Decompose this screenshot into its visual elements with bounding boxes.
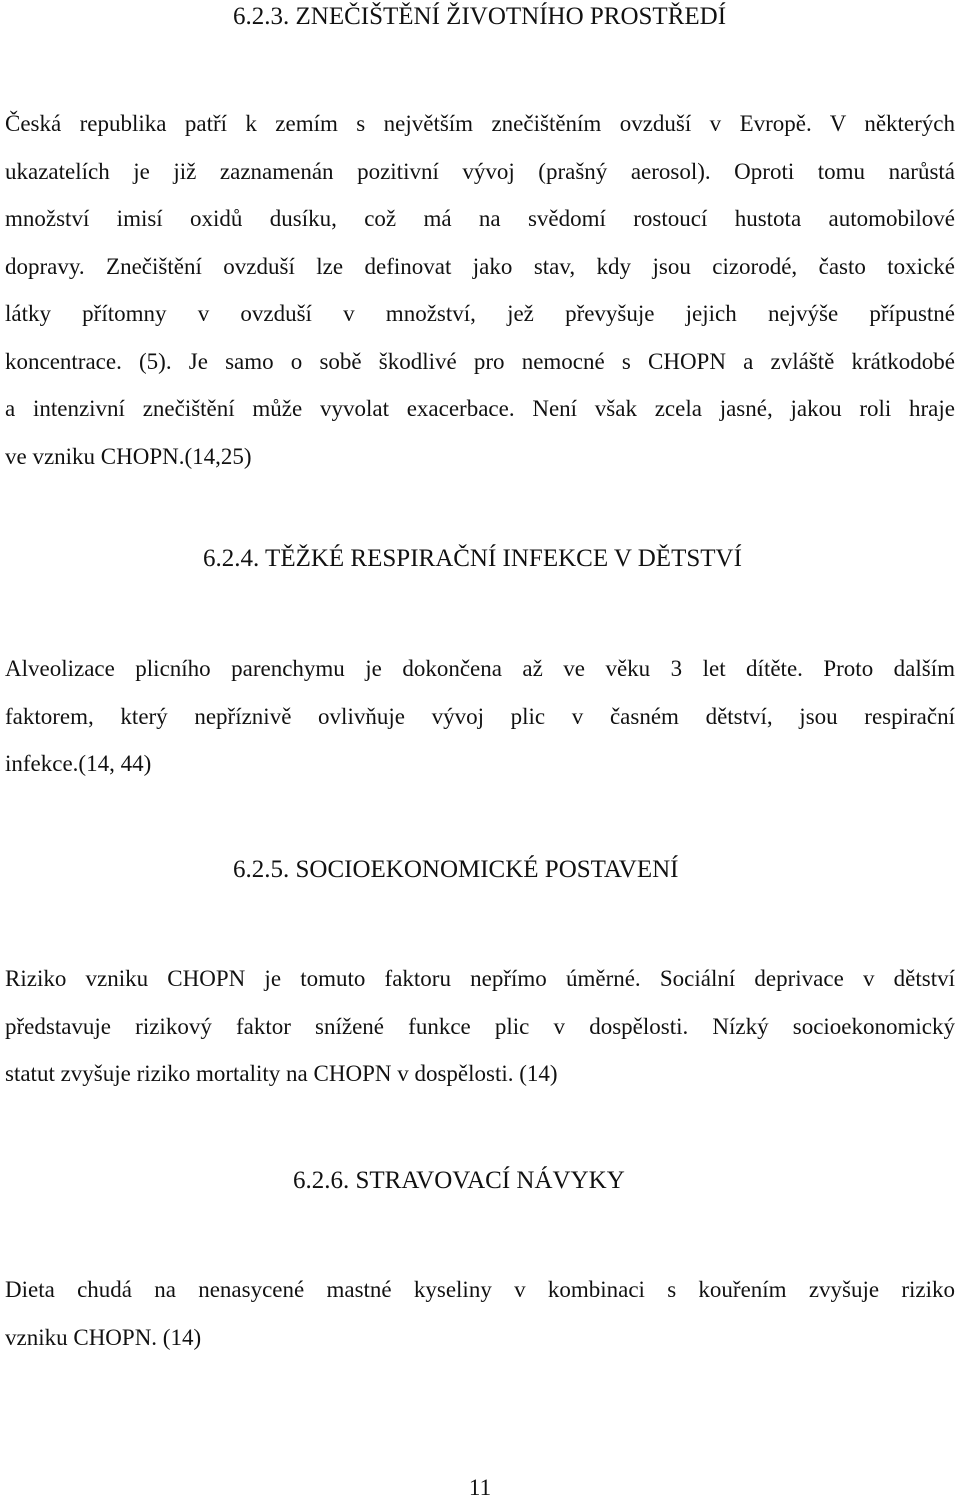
section-heading-socioeconomic: 6.2.5. SOCIOEKONOMICKÉ POSTAVENÍ	[233, 856, 679, 883]
page-number: 11	[468, 1475, 492, 1500]
paragraph-pollution	[5, 100, 955, 480]
text-line: látky přítomny v ovzduší v množství, jež převyšuje jejich nejvýše přípustné	[5, 301, 955, 326]
paragraph-respiratory-infections	[5, 645, 955, 788]
text-line: Riziko vzniku CHOPN je tomuto faktoru nepřímo úměrné. Sociální deprivace v dětství	[5, 966, 955, 991]
text-line: infekce.(14, 44)	[5, 751, 152, 776]
section-heading-respiratory-infections: 6.2.4. TĚŽKÉ RESPIRAČNÍ INFEKCE V DĚTSTVÍ	[203, 545, 742, 572]
section-heading-pollution: 6.2.3. ZNEČIŠTĚNÍ ŽIVOTNÍHO PROSTŘEDÍ	[233, 3, 727, 30]
text-line: Dieta chudá na nenasycené mastné kyseliny v kombinaci s kouřením zvyšuje riziko	[5, 1277, 955, 1302]
text-line: Alveolizace plicního parenchymu je dokončena až ve věku 3 let dítěte. Proto dalším	[5, 656, 955, 681]
text-line: a intenzivní znečištění může vyvolat exacerbace. Není však zcela jasné, jakou roli hraje	[5, 396, 955, 421]
text-line: faktorem, který nepříznivě ovlivňuje vývoj plic v časném dětství, jsou respirační	[5, 703, 955, 729]
text-line: Česká republika patří k zemím s největším znečištěním ovzduší v Evropě. V některých	[5, 111, 955, 136]
text-line: ukazatelích je již zaznamenán pozitivní vývoj (prašný aerosol). Oproti tomu narůstá	[5, 158, 955, 184]
text-line: představuje rizikový faktor snížené funkce plic v dospělosti. Nízký socioekonomický	[5, 1013, 955, 1039]
paragraph-socioeconomic	[5, 955, 955, 1098]
text-line: statut zvyšuje riziko mortality na CHOPN v dospělosti. (14)	[5, 1061, 558, 1086]
text-line: množství imisí oxidů dusíku, což má na svědomí rostoucí hustota automobilové	[5, 206, 955, 231]
text-line: dopravy. Znečištění ovzduší lze definovat jako stav, kdy jsou cizorodé, často toxické	[5, 253, 955, 279]
section-heading-diet: 6.2.6. STRAVOVACÍ NÁVYKY	[293, 1167, 625, 1194]
text-line: vzniku CHOPN. (14)	[5, 1324, 202, 1350]
text-line: ve vzniku CHOPN.(14,25)	[5, 443, 252, 469]
text-line: koncentrace. (5). Je samo o sobě škodlivé pro nemocné s CHOPN a zvláště krátkodobé	[5, 348, 955, 374]
paragraph-diet	[5, 1266, 955, 1361]
